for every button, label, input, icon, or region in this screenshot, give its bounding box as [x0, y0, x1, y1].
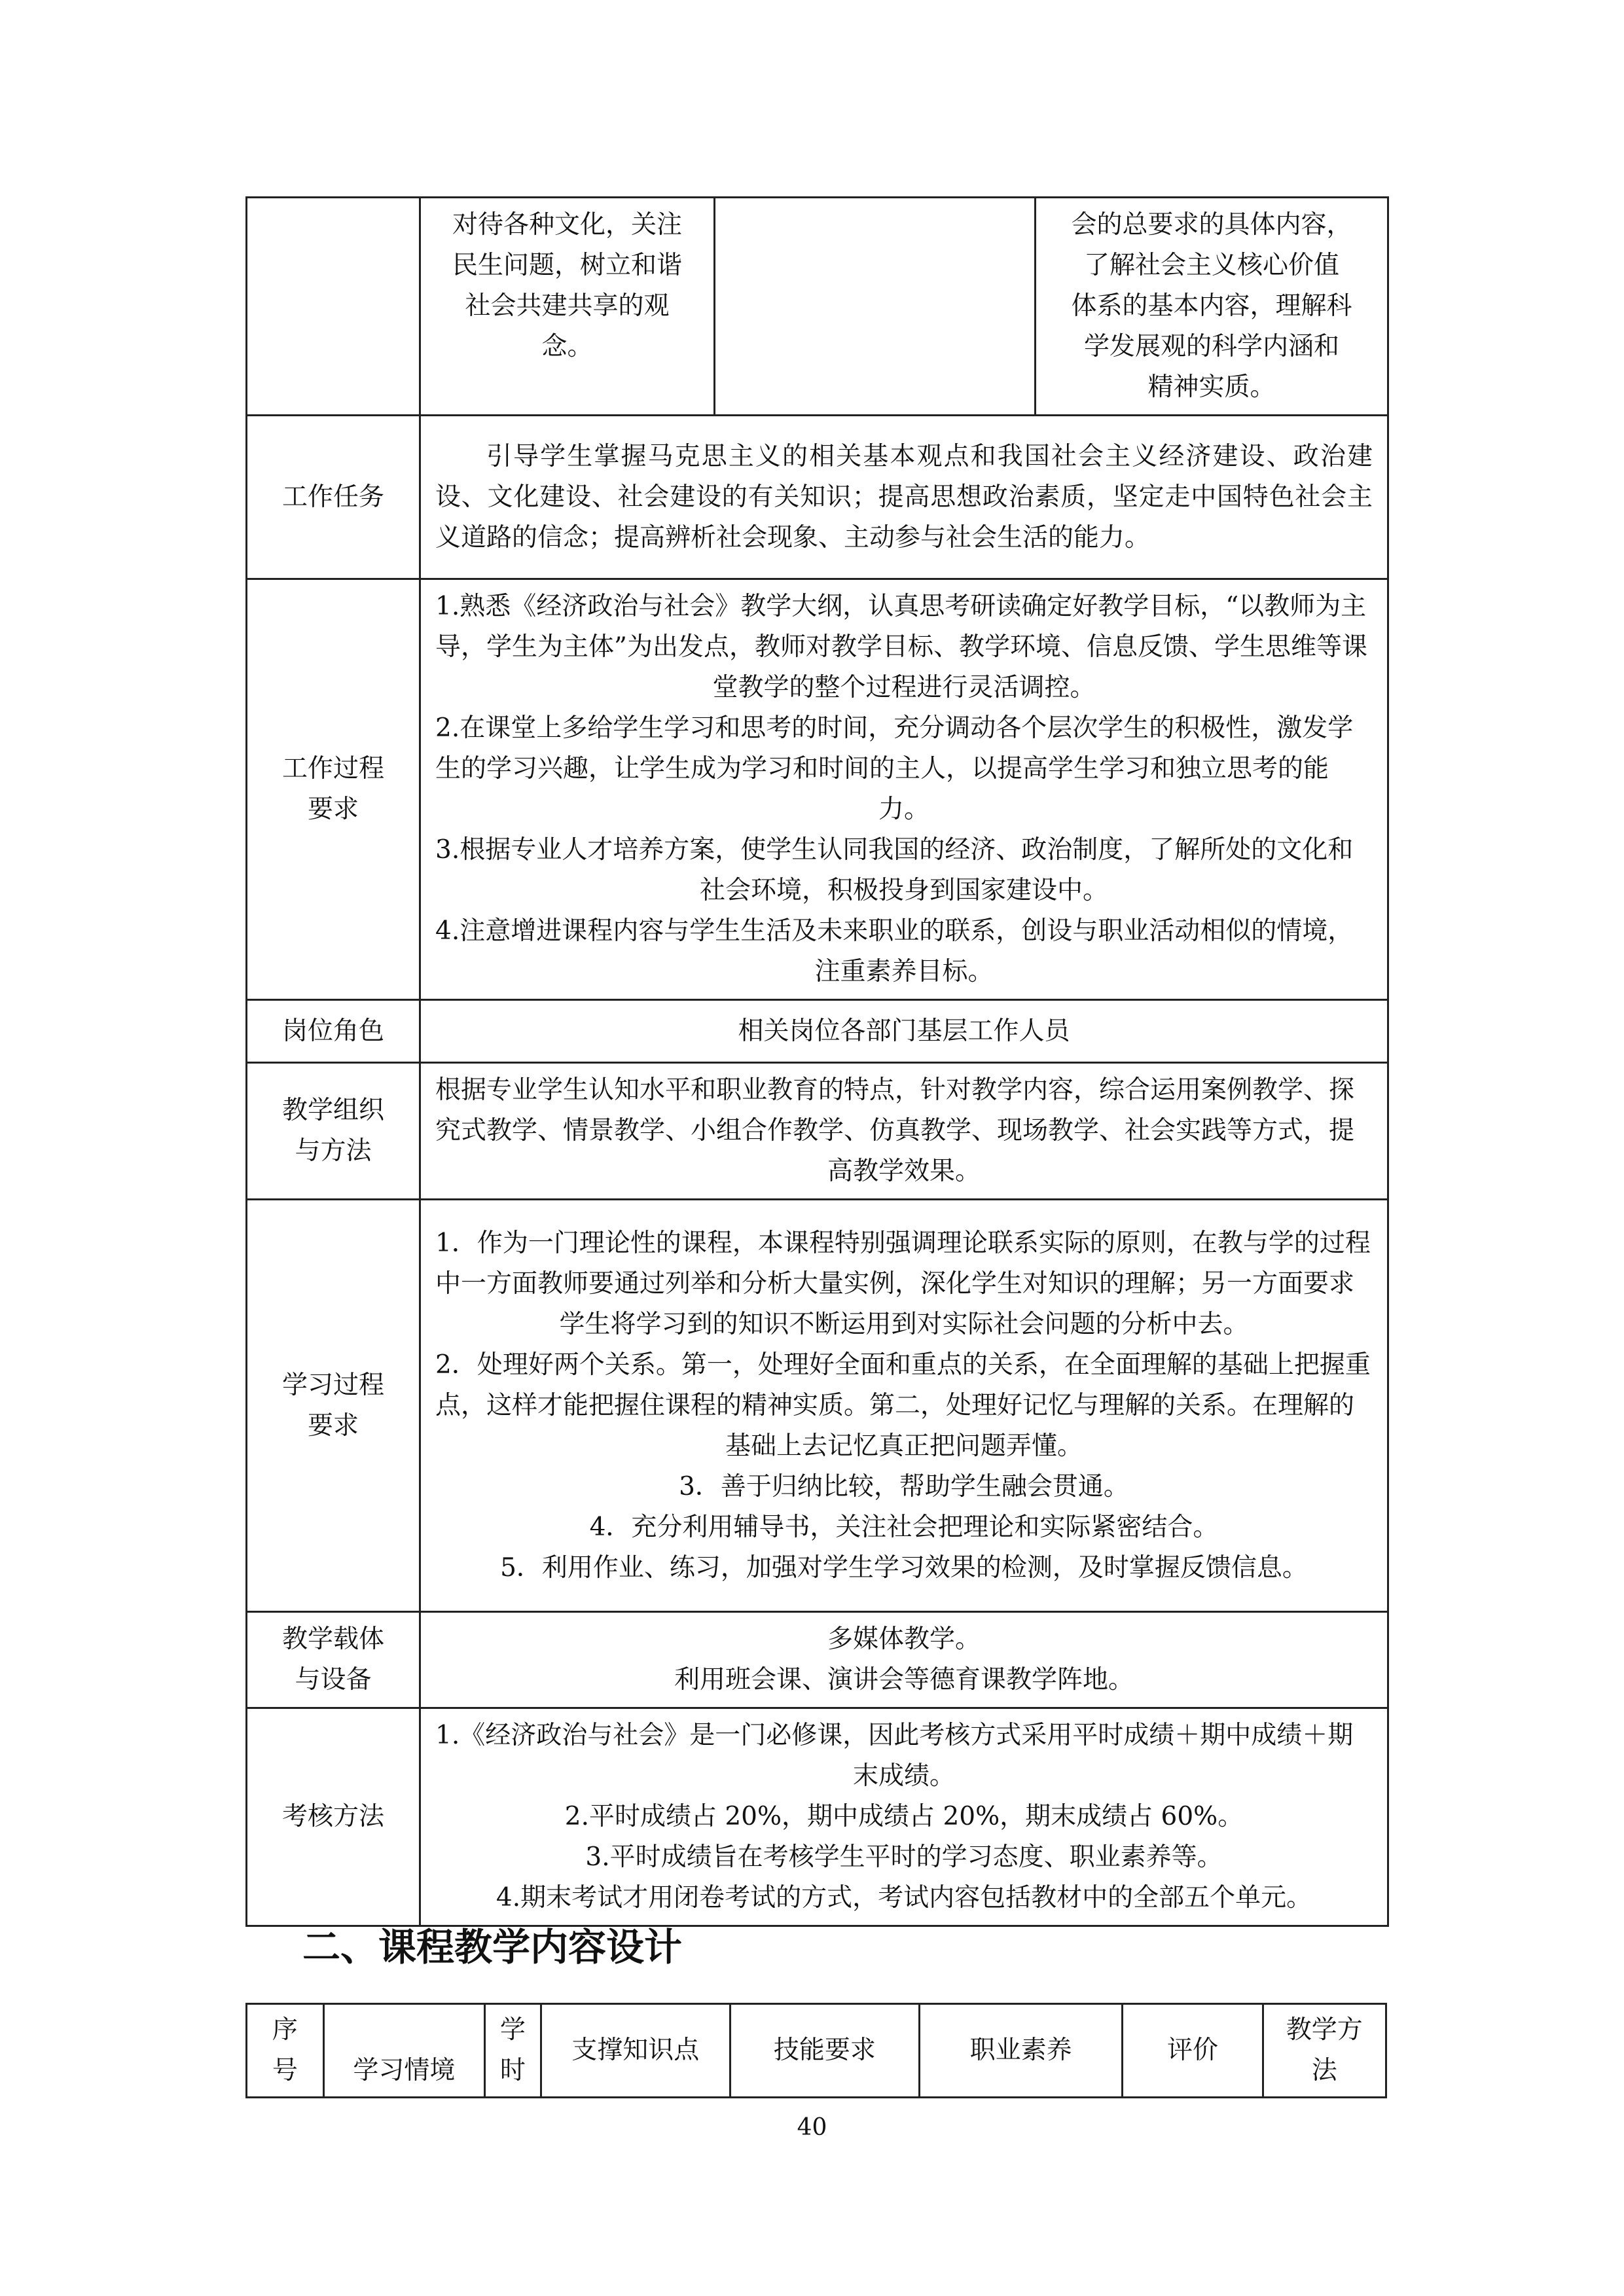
- work-process-items: [420, 579, 1388, 1000]
- content-design-table: [245, 2003, 1387, 2098]
- work-task-row: [247, 416, 1388, 579]
- equipment-label: 教学载体 与设备: [247, 1612, 420, 1708]
- work-task-label: 工作任务: [247, 416, 420, 579]
- work-process-item: 2.在课堂上多给学生学习和思考的时间，充分调动各个层次学生的积极性，激发学生的学习兴趣，让学生成为学习和时间的主人，以提高学生学习和独立思考的能力。: [435, 713, 1354, 824]
- learning-process-item: 1．作为一门理论性的课程，本课程特别强调理论联系实际的原则，在教与学的过程中一方面教师要通过列举和分析大量实例，深化学生对知识的理解；另一方面要求学生将学习到的知识不断运用到对实际社会问题的分析中去。: [435, 1228, 1371, 1339]
- learning-process-item: 2．处理好两个关系。第一，处理好全面和重点的关系，在全面理解的基础上把握重点，这样才能把握住课程的精神实质。第二，处理好记忆与理解的关系。在理解的基础上去记忆真正把问题弄懂。: [435, 1350, 1371, 1461]
- work-process-item: 4.注意增进课程内容与学生生活及未来职业的联系，创设与职业活动相似的情境，注重素养目标。: [435, 916, 1354, 986]
- learning-process-item: 4．充分利用辅导书，关注社会把理论和实际紧密结合。: [589, 1512, 1219, 1542]
- table2-header-row: [247, 2004, 1386, 2098]
- work-process-row: [247, 579, 1388, 1000]
- equipment-row: [247, 1612, 1388, 1708]
- learning-process-label: 学习过程 要求: [247, 1200, 420, 1612]
- assessment-item: 1.《经济政治与社会》是一门必修课，因此考核方式采用平时成绩＋期中成绩＋期末成绩。: [435, 1721, 1354, 1791]
- learning-process-row: [247, 1200, 1388, 1612]
- assessment-item: 4.期末考试才用闭卷考试的方式，考试内容包括教材中的全部五个单元。: [496, 1883, 1312, 1912]
- post-role-text: 相关岗位各部门基层工作人员: [420, 1000, 1388, 1063]
- assessment-row: [247, 1708, 1388, 1926]
- assessment-items: [420, 1708, 1388, 1926]
- continuation-col2: 对待各种文化，关注 民生问题，树立和谐 社会共建共享的观 念。: [420, 198, 715, 416]
- header-method: 教学方 法: [1263, 2004, 1386, 2098]
- assessment-item: 2.平时成绩占 20%，期中成绩占 20%，期末成绩占 60%。: [564, 1802, 1244, 1831]
- teaching-method-text: 根据专业学生认知水平和职业教育的特点，针对教学内容，综合运用案例教学、探究式教学、情景教学、小组合作教学、仿真教学、现场教学、社会实践等方式，提高教学效果。: [420, 1063, 1388, 1200]
- course-info-table: [245, 196, 1389, 1927]
- assessment-label: 考核方法: [247, 1708, 420, 1926]
- continuation-col3-empty: [715, 198, 1036, 416]
- learning-process-items: [420, 1200, 1388, 1612]
- header-evaluation: 评价: [1123, 2004, 1263, 2098]
- post-role-label: 岗位角色: [247, 1000, 420, 1063]
- assessment-item: 3.平时成绩旨在考核学生平时的学习态度、职业素养等。: [585, 1842, 1223, 1872]
- section-heading: 二、课程教学内容设计: [302, 1925, 683, 1969]
- teaching-method-row: [247, 1063, 1388, 1200]
- header-learning-context: 学习情境: [323, 2004, 484, 2098]
- header-knowledge: 支撑知识点: [541, 2004, 730, 2098]
- header-hours: 学 时: [485, 2004, 541, 2098]
- equipment-text: 多媒体教学。 利用班会课、演讲会等德育课教学阵地。: [420, 1612, 1388, 1708]
- post-role-row: [247, 1000, 1388, 1063]
- work-process-label: 工作过程 要求: [247, 579, 420, 1000]
- continuation-row: [247, 198, 1388, 416]
- work-process-item: 1.熟悉《经济政治与社会》教学大纲，认真思考研读确定好教学目标，“以教师为主导，学生为主体”为出发点，教师对教学目标、教学环境、信息反馈、学生思维等课堂教学的整个过程进行灵活调控。: [435, 592, 1367, 702]
- work-process-item: 3.根据专业人才培养方案，使学生认同我国的经济、政治制度，了解所处的文化和社会环境，积极投身到国家建设中。: [435, 835, 1354, 905]
- continuation-col4: 会的总要求的具体内容， 了解社会主义核心价值 体系的基本内容，理解科 学发展观的科学内涵和 精神实质。: [1036, 198, 1388, 416]
- header-skills: 技能要求: [730, 2004, 919, 2098]
- header-literacy: 职业素养: [919, 2004, 1123, 2098]
- work-task-text: 引导学生掌握马克思主义的相关基本观点和我国社会主义经济建设、政治建设、文化建设、社会建设的有关知识；提高思想政治素质，坚定走中国特色社会主义道路的信念；提高辨析社会现象、主动参与社会生活的能力。: [420, 416, 1388, 579]
- page-number: 40: [797, 2114, 827, 2141]
- continuation-empty-label: [247, 198, 420, 416]
- teaching-method-label: 教学组织 与方法: [247, 1063, 420, 1200]
- learning-process-item: 3．善于归纳比较，帮助学生融会贯通。: [679, 1471, 1129, 1501]
- header-seq: 序 号: [247, 2004, 324, 2098]
- learning-process-item: 5．利用作业、练习，加强对学生学习效果的检测，及时掌握反馈信息。: [500, 1552, 1308, 1583]
